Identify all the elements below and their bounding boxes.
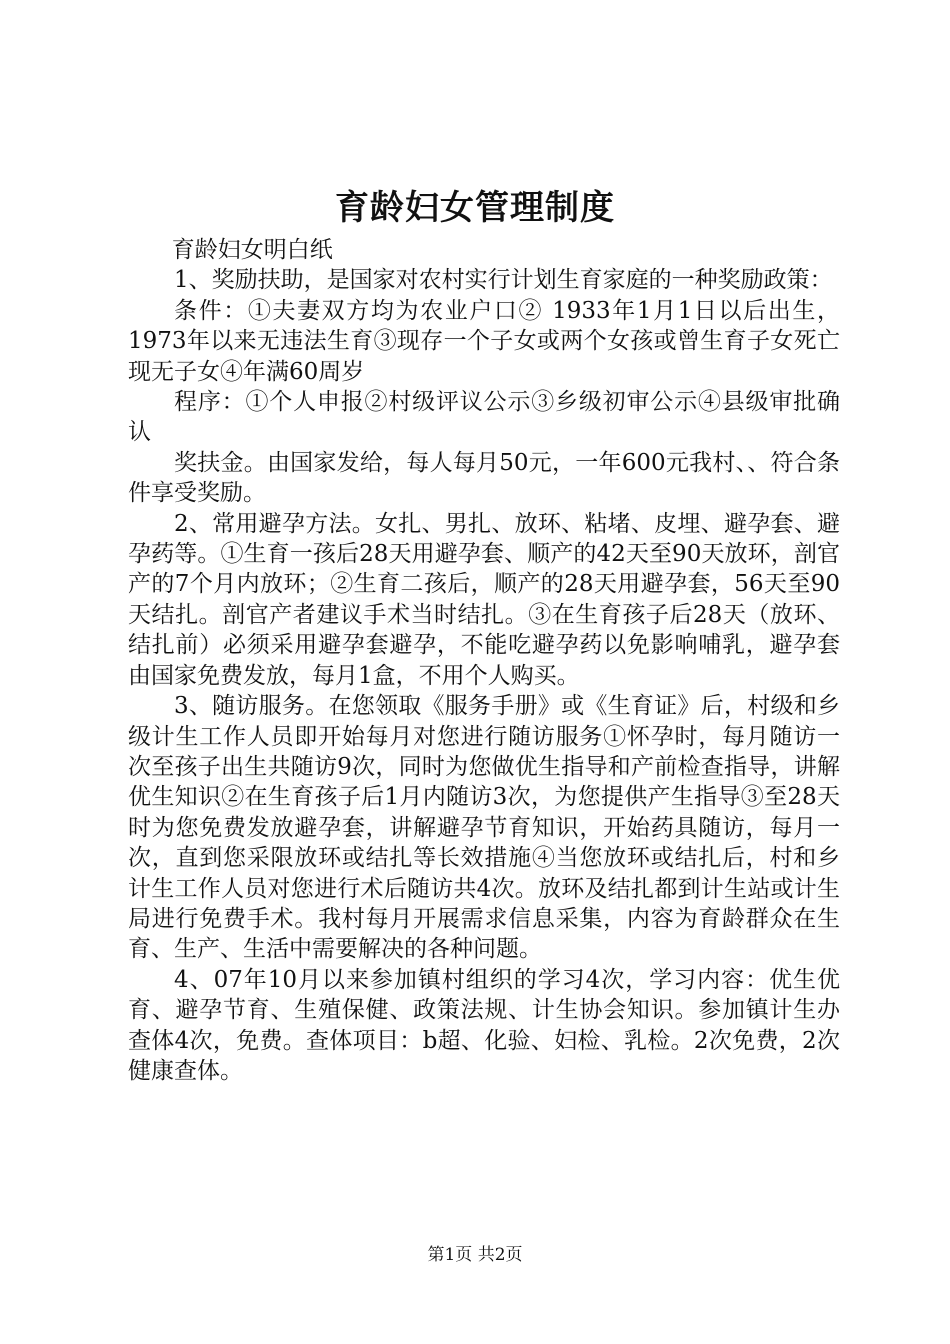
section-4-paragraph: 4、07年10月以来参加镇村组织的学习4次，学习内容：优生优育、避孕节育、生殖保健、政策法规、计生协会知识。参加镇计生办查体4次，免费。查体项目：b超、化验、妇检、乳检。2次免费，2次健康查体。	[128, 966, 840, 1084]
section-2-paragraph: 2、常用避孕方法。女扎、男扎、放环、粘堵、皮埋、避孕套、避孕药等。①生育一孩后28天用避孕套、顺产的42天至90天放环，剖官产的7个月内放环；②生育二孩后，顺产的28天用避孕套，56天至90天结扎。剖官产者建议手术当时结扎。③在生育孩子后28天（放环、结扎前）必须采用避孕套避孕，不能吃避孕药以免影响哺乳，避孕套由国家免费发放，每月1盒，不用个人购买。	[128, 510, 840, 689]
section-3-paragraph: 3、随访服务。在您领取《服务手册》或《生育证》后，村级和乡级计生工作人员即开始每月对您进行随访服务①怀孕时，每月随访一次至孩子出生共随访9次，同时为您做优生指导和产前检查指导，讲解优生知识②在生育孩子后1月内随访3次，为您提供产生指导③至28天时为您免费发放避孕套，讲解避孕节育知识，开始药具随访，每月一次，直到您采限放环或结扎等长效措施④当您放环或结扎后，村和乡计生工作人员对您进行术后随访共4次。放环及结扎都到计生站或计生局进行免费手术。我村每月开展需求信息采集，内容为育龄群众在生育、生产、生活中需要解决的各种问题。	[128, 693, 840, 963]
conditions-paragraph: 条件：①夫妻双方均为农业户口② 1933年1月1日以后出生，1973年以来无违法生育③现存一个子女或两个女孩或曾生育子女死亡现无子女④年满60周岁	[128, 297, 840, 385]
document-title: 育龄妇女管理制度	[335, 188, 615, 228]
document-body	[128, 235, 840, 1086]
page-footer: 第1页 共2页	[427, 1245, 523, 1265]
section-1-paragraph: 1、奖励扶助，是国家对农村实行计划生育家庭的一种奖励政策：	[174, 267, 833, 294]
subtitle-paragraph: 育龄妇女明白纸	[171, 237, 333, 263]
subsidy-paragraph: 奖扶金。由国家发给，每人每月50元，一年600元我村、、符合条件享受奖励。	[128, 449, 840, 507]
procedure-paragraph: 程序：①个人申报②村级评议公示③乡级初审公示④县级审批确认	[128, 389, 840, 446]
